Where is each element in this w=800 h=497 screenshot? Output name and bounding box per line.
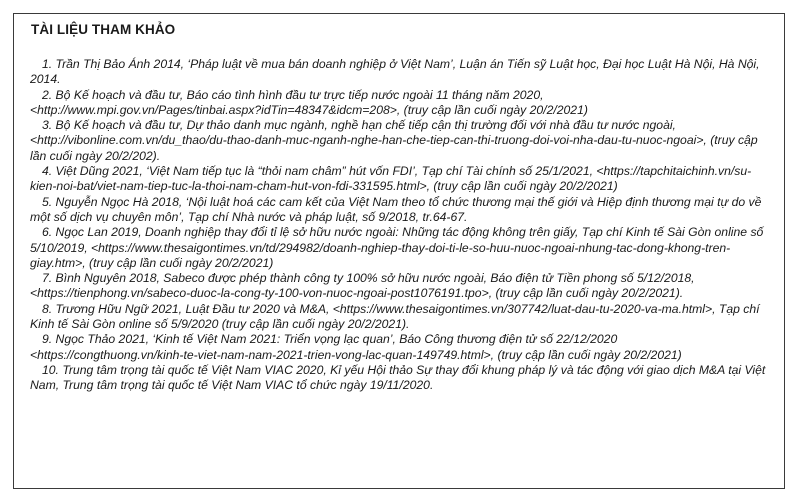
reference-item-2: 2. Bộ Kế hoạch và đầu tư, Báo cáo tình hình đầu tư trực tiếp nước ngoài 11 tháng năm 2020, <http://www.mpi.gov.vn/Pages/tinbai.aspx?idTin=48347&idcm=208>, (truy cập lần cuối ngày 20/2/2021) [30,87,588,117]
reference-item-7: 7. Bình Nguyên 2018, Sabeco được phép thành công ty 100% sở hữu nước ngoài, Báo điện tử Tiền phong số 5/12/2018, <https://tienphong.vn/sabeco-duoc-la-cong-ty-100-von-nuoc-ngoai-post1076191.tpo>, (truy cập lần cuối ngày 20/2/2021). [30,271,695,301]
reference-item-6: 6. Ngọc Lan 2019, Doanh nghiệp thay đổi tỉ lệ sở hữu nước ngoài: Những tác động không trên giấy, Tạp chí Kinh tế Sài Gòn online số 5/10/2019, <https://www.thesaigontimes.vn/td/294982/doanh-nghiep-thay-doi-ti-le-so-huu-nuoc-ngoai-nhung-tac-dong-khong-tren-giay.htm>, (truy cập lần cuối ngày 20/2/2021) [30,225,764,270]
reference-item-8: 8. Trương Hữu Ngữ 2021, Luật Đầu tư 2020 và M&A, <https://www.thesaigontimes.vn/307742/luat-dau-tu-2020-va-ma.html>, Tạp chí Kinh tế Sài Gòn online số 5/9/2020 (truy cập lần cuối ngày 20/2/2021). [30,301,760,332]
reference-item-10: 10. Trung tâm trọng tài quốc tế Việt Nam VIAC 2020, Kỉ yếu Hội thảo Sự thay đổi khung pháp lý và tác động với giao dịch M&A tại Việt Nam, Trung tâm trọng tài quốc tế Việt Nam VIAC tổ chức ngày 19/11/2020. [30,362,766,393]
reference-item-1: 1. Trần Thị Bảo Ánh 2014, ‘Pháp luật về mua bán doanh nghiệp ở Việt Nam’, Luận án Tiến sỹ Luật học, Đại học Luật Hà Nội, Hà Nội, 2014. [30,57,760,87]
reference-item-3: 3. Bộ Kế hoạch và đầu tư, Dự thảo danh mục ngành, nghề hạn chế tiếp cận thị trường đối với nhà đầu tư nước ngoài, <http://vibonline.com.vn/du_thao/du-thao-danh-muc-nganh-nghe-han-che-tiep-can-thi-truong-doi-voi-nha-dau-tu-nuoc-ngoai>, (truy cập lần cuối ngày 20/2/202). [30,118,758,163]
reference-item-5: 5. Nguyễn Ngọc Hà 2018, ‘Nội luật hoá các cam kết của Việt Nam theo tổ chức thương mại thế giới và Hiệp định thương mại tự do về một số dịch vụ chuyên môn’, Tạp chí Nhà nước và pháp luật, số 9/2018, tr.64-67. [30,194,762,224]
references-heading: TÀI LIỆU THAM KHẢO [31,22,176,37]
reference-item-4: 4. Việt Dũng 2021, ‘Việt Nam tiếp tục là “thỏi nam châm” hút vốn FDI’, Tạp chí Tài chính số 25/1/2021, <https://tapchitaichinh.vn/su-kien-noi-bat/viet-nam-tiep-tuc-la-thoi-nam-cham-hut-von-fdi-331595.html>, (truy cập lần cuối ngày 20/2/2021) [30,164,752,194]
reference-list [30,57,768,394]
reference-item-9: 9. Ngọc Thảo 2021, ‘Kinh tế Việt Nam 2021: Triển vọng lạc quan’, Báo Công thương điện tử số 22/12/2020 <https://congthuong.vn/kinh-te-viet-nam-nam-2021-trien-vong-lac-quan-149749.html>, (truy cập lần cuối ngày 20/2/2021) [30,332,682,362]
